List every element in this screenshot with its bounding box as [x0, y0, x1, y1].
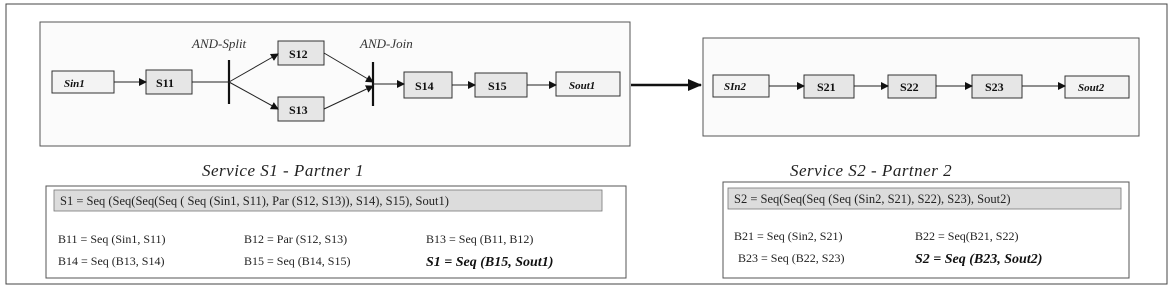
- service-s1-container: [40, 22, 630, 146]
- and-split-label: AND-Split: [192, 36, 247, 51]
- node-s13: [278, 97, 324, 121]
- def-b13: B13 = Seq (B11, B12): [426, 232, 534, 246]
- caption-service-s2: Service S2 - Partner 2: [790, 161, 953, 180]
- node-sin2: [713, 75, 769, 97]
- node-s14: [404, 72, 452, 98]
- node-s23: [972, 75, 1022, 98]
- def-b21: B21 = Seq (Sin2, S21): [734, 229, 843, 243]
- node-sin1: [52, 71, 114, 93]
- node-s14-label: S14: [415, 79, 434, 93]
- node-s21-label: S21: [817, 80, 836, 94]
- node-s15: [475, 73, 527, 97]
- node-s12: [278, 41, 324, 65]
- node-sin2-label: SIn2: [724, 81, 747, 93]
- node-s13-label: S13: [289, 103, 308, 117]
- node-sin1-label: Sin1: [64, 78, 85, 90]
- node-s22: [888, 75, 936, 98]
- node-s22-label: S22: [900, 80, 919, 94]
- def-b11: B11 = Seq (Sin1, S11): [58, 232, 166, 246]
- node-sout1-label: Sout1: [569, 80, 596, 92]
- and-join-label: AND-Join: [360, 36, 413, 51]
- node-s11-label: S11: [156, 76, 175, 90]
- def-b22: B22 = Seq(B21, S22): [915, 229, 1019, 243]
- caption-service-s1: Service S1 - Partner 1: [202, 161, 365, 180]
- node-s15-label: S15: [488, 79, 507, 93]
- node-s12-label: S12: [289, 47, 308, 61]
- def-b12: B12 = Par (S12, S13): [244, 232, 348, 246]
- def-b14: B14 = Seq (B13, S14): [58, 254, 165, 268]
- node-sout2-label: Sout2: [1078, 82, 1105, 94]
- node-s11: [146, 70, 192, 94]
- def-s2: S2 = Seq (B23, Sout2): [915, 252, 1043, 267]
- node-sout2: [1065, 76, 1129, 98]
- def-b15: B15 = Seq (B14, S15): [244, 254, 351, 268]
- def-b23: B23 = Seq (B22, S23): [738, 251, 845, 265]
- node-s23-label: S23: [985, 80, 1004, 94]
- def-s1: S1 = Seq (B15, Sout1): [426, 255, 554, 270]
- formula-main-s2: S2 = Seq(Seq(Seq (Seq (Sin2, S21), S22), S23), Sout2): [734, 192, 1011, 206]
- node-sout1: [556, 72, 620, 96]
- node-s21: [804, 75, 854, 98]
- formula-main-s1: S1 = Seq (Seq(Seq(Seq ( Seq (Sin1, S11), Par (S12, S13)), S14), S15), Sout1): [60, 194, 449, 208]
